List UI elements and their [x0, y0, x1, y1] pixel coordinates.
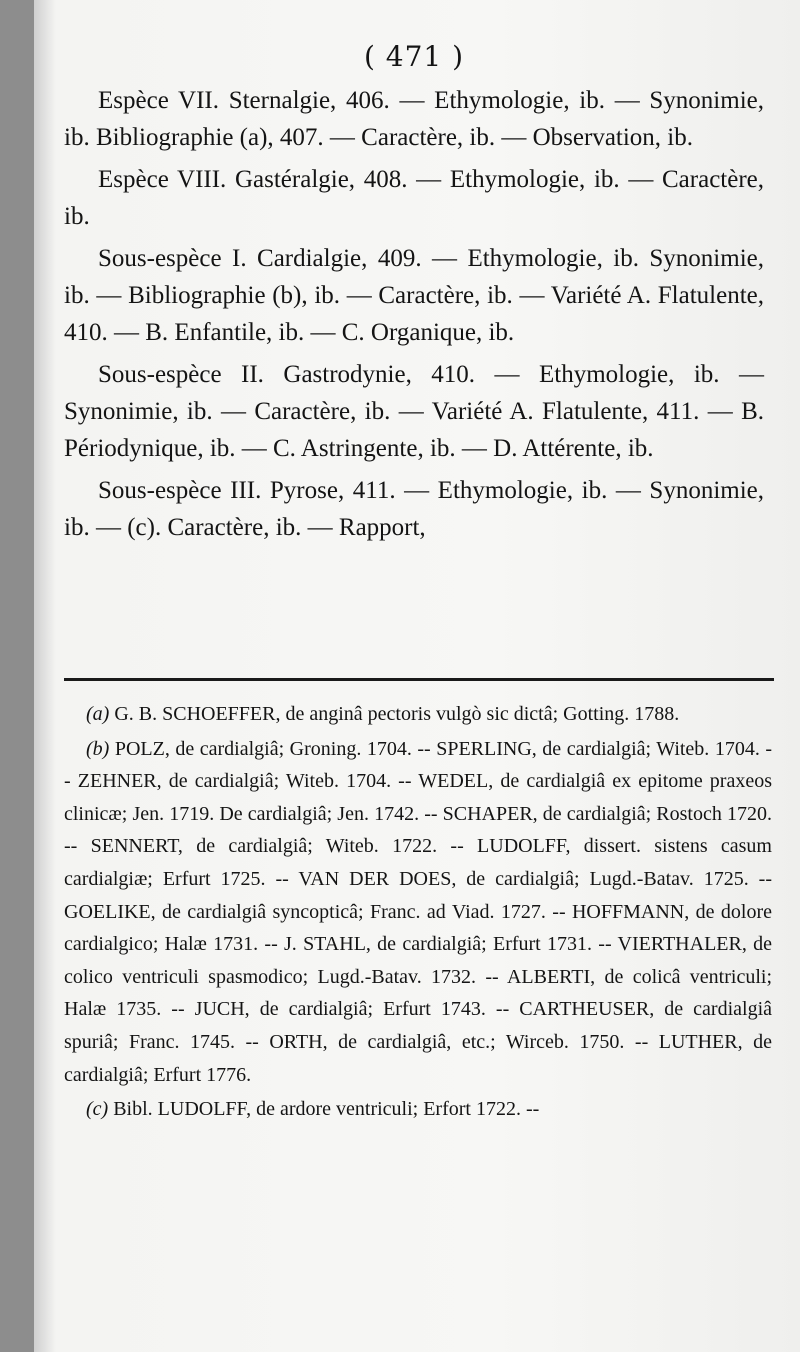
book-page: [34, 0, 800, 1352]
footnote-c-text: Bibl. LUDOLFF, de ardore ventriculi; Erfort 1722. --: [113, 1098, 540, 1121]
footnote-b-text: POLZ, de cardialgiâ; Groning. 1704. -- SPERLING, de cardialgiâ; Witeb. 1704. -- ZEHNER, de cardialgiâ; Witeb. 1704. -- WEDEL, de cardialgiâ ex epitome praxeos clinicæ; Jen. 1719. De cardialgiâ; Jen. 1742. -- SCHAPER, de cardialgiâ; Rostoch 1720. -- SENNERT, de cardialgiâ; Witeb. 1722. -- LUDOLFF, dissert. sistens casum cardialgiæ; Erfurt 1725. -- VAN DER DOES, de cardialgiâ; Lugd.-Batav. 1725. -- GOELIKE, de cardialgiâ syncopticâ; Franc. ad Viad. 1727. -- HOFFMANN, de dolore cardialgico; Halæ 1731. -- J. STAHL, de cardialgiâ; Erfurt 1731. -- VIERTHALER, de colico ventriculi spasmodico; Lugd.-Batav. 1732. -- ALBERTI, de colicâ ventriculi; Halæ 1735. -- JUCH, de cardialgiâ; Erfurt 1743. -- CARTHEUSER, de cardialgiâ spuriâ; Franc. 1745. -- ORTH, de cardialgiâ, etc.; Wirceb. 1750. -- LUTHER, de cardialgiâ; Erfurt 1776.: [64, 737, 773, 1086]
entry-espece-vii: Espèce VII. Sternalgie, 406. — Ethymologie, ib. — Synonimie, ib. Bibliographie (a), 407. — Caractère, ib. — Observation, ib.: [64, 87, 764, 151]
footnote-divider: [64, 678, 774, 681]
footnote-c: [64, 1093, 772, 1126]
entry-espece-viii: Espèce VIII. Gastéralgie, 408. — Ethymologie, ib. — Caractère, ib.: [64, 166, 764, 230]
entry-sous-espece-i: Sous-espèce I. Cardialgie, 409. — Ethymologie, ib. Synonimie, ib. — Bibliographie (b), ib. — Caractère, ib. — Variété A. Flatulente, 410. — B. Enfantile, ib. — C. Organique, ib.: [64, 245, 764, 346]
footnote-a-text: G. B. SCHOEFFER, de anginâ pectoris vulgò sic dictâ; Gotting. 1788.: [114, 703, 680, 725]
page-number: ( 471 ): [363, 40, 465, 73]
entry-sous-espece-iii: Sous-espèce III. Pyrose, 411. — Ethymologie, ib. — Synonimie, ib. — (c). Caractère, ib. — Rapport,: [64, 477, 764, 541]
footnote-a-mark: (a): [86, 703, 110, 725]
footnotes: [64, 698, 772, 1128]
footnote-b: [64, 733, 772, 1092]
entry-sous-espece-ii: Sous-espèce II. Gastrodynie, 410. — Ethymologie, ib. — Synonimie, ib. — Caractère, ib. — Variété A. Flatulente, 411. — B. Périodynique, ib. — C. Astringente, ib. — D. Attérente, ib.: [64, 361, 764, 462]
footnote-a: [64, 698, 772, 731]
footnote-b-mark: (b): [86, 737, 110, 760]
footnote-c-mark: (c): [86, 1098, 109, 1121]
index-entries: [64, 82, 764, 551]
